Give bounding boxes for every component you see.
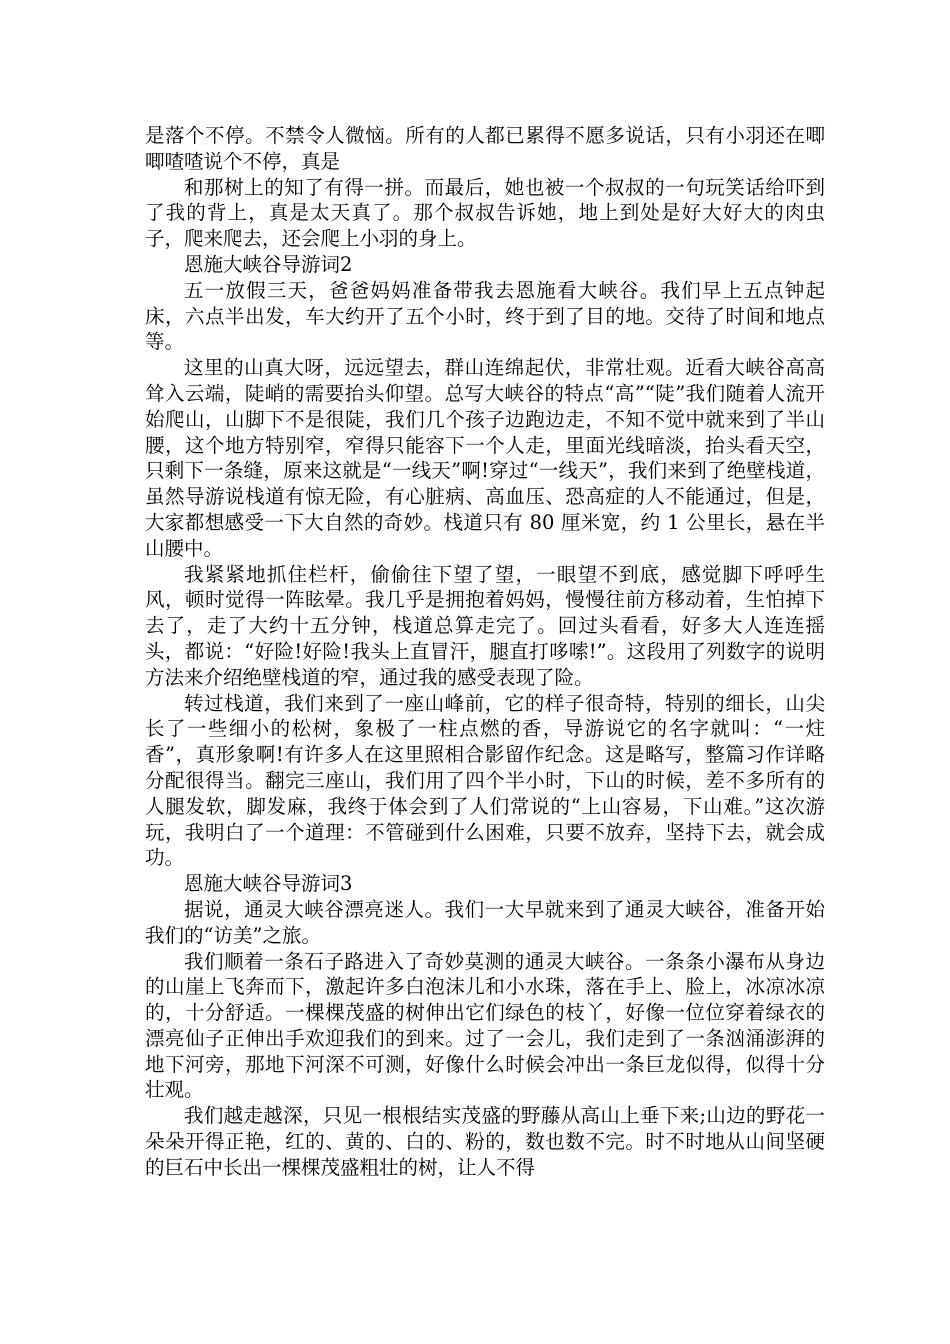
paragraph: 我紧紧地抓住栏杆，偷偷往下望了望，一眼望不到底，感觉脚下呼呼生风，顿时觉得一阵眩晕。我几乎是拥抱着妈妈，慢慢往前方移动着，生怕掉下去了，走了大约十五分钟，栈道总算走完了。回过头看看，好多大人连连摇头，都说：“好险!好险!我头上直冒汗，腿直打哆嗦!”。这段用了列数字的说明方法来介绍绝壁栈道的窄，通过我的感受表现了险。 bbox=[145, 562, 825, 689]
section-heading: 恩施大峡谷导游词2 bbox=[184, 252, 353, 276]
paragraph: 我们越走越深，只见一根根结实茂盛的野藤从高山上垂下来;山边的野花一朵朵开得正艳，红的、黄的、白的、粉的，数也数不完。时不时地从山间坚硬的巨石中长出一棵棵茂盛粗壮的树，让人不得 bbox=[145, 1104, 825, 1179]
paragraph: 据说，通灵大峡谷漂亮迷人。我们一大早就来到了通灵大峡谷，准备开始我们的“访美”之旅。 bbox=[145, 897, 825, 947]
paragraph: 五一放假三天，爸爸妈妈准备带我去恩施看大峡谷。我们早上五点钟起床，六点半出发，车大约开了五个小时，终于到了目的地。交待了时间和地点等。 bbox=[145, 278, 825, 354]
section-heading: 恩施大峡谷导游词3 bbox=[184, 872, 353, 896]
document-page bbox=[145, 123, 825, 1181]
paragraph: 和那树上的知了有得一拼。而最后，她也被一个叔叔的一句玩笑话给吓到了我的背上，真是太天真了。那个叔叔告诉她，地上到处是好大好大的肉虫子，爬来爬去，还会爬上小羽的身上。 bbox=[145, 175, 825, 251]
paragraph: 这里的山真大呀，远远望去，群山连绵起伏，非常壮观。近看大峡谷高高耸入云端，陡峭的需要抬头仰望。总写大峡谷的特点“高”“陡”我们随着人流开始爬山，山脚下不是很陡，我们几个孩子边跑边走，不知不觉中就来到了半山腰，这个地方特别窄，窄得只能容下一个人走，里面光线暗淡，抬头看天空，只剩下一条缝，原来这就是“一线天”啊!穿过“一线天”，我们来到了绝壁栈道，虽然导游说栈道有惊无险，有心脏病、高血压、恐高症的人不能通过，但是，大家都想感受一下大自然的奇妙。栈道只有 80 厘米宽，约 1 公里长，悬在半山腰中。 bbox=[145, 356, 825, 560]
paragraph: 我们顺着一条石子路进入了奇妙莫测的通灵大峡谷。一条条小瀑布从身边的山崖上飞奔而下，激起许多白泡沫儿和小水珠，落在手上、脸上，冰凉冰凉的，十分舒适。一棵棵茂盛的树伸出它们绿色的枝丫，好像一位位穿着绿衣的漂亮仙子正伸出手欢迎我们的到来。过了一会儿，我们走到了一条汹涌澎湃的地下河旁，那地下河深不可测，好像什么时候会冲出一条巨龙似得，似得十分壮观。 bbox=[145, 949, 825, 1102]
paragraph: 转过栈道，我们来到了一座山峰前，它的样子很奇特，特别的细长，山尖长了一些细小的松树，象极了一柱点燃的香，导游说它的名字就叫：“一炷香”，真形象啊!有许多人在这里照相合影留作纪念。这是略写，整篇习作详略分配很得当。翻完三座山，我们用了四个半小时，下山的时候，差不多所有的人腿发软，脚发麻，我终于体会到了人们常说的“上山容易，下山难。”这次游玩，我明白了一个道理：不管碰到什么困难，只要不放弃，坚持下去，就会成功。 bbox=[145, 691, 825, 870]
paragraph: 是落个不停。不禁令人微恼。所有的人都已累得不愿多说话，只有小羽还在唧唧喳喳说个不停，真是 bbox=[145, 124, 825, 173]
